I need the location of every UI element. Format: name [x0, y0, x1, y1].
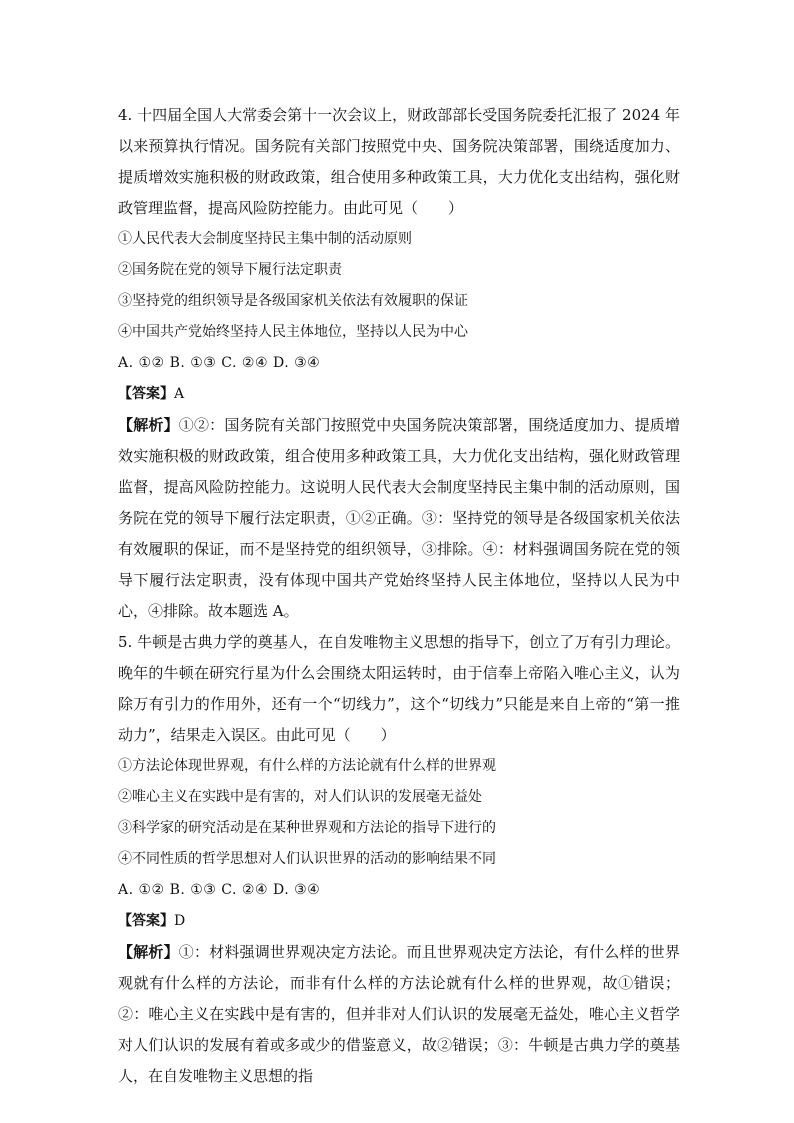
q4-option-3: ③坚持党的组织领导是各级国家机关依法有效履职的保证 — [118, 293, 468, 309]
q4-answer-label: 【答案】 — [118, 386, 174, 402]
q5-answer — [118, 906, 680, 937]
q4-answer — [118, 379, 680, 410]
q4-answer-value: A — [174, 386, 185, 402]
q5-answer-value: D — [174, 913, 186, 929]
q5-analysis — [118, 937, 680, 1092]
q4-option-1: ①人民代表大会制度坚持民主集中制的活动原则 — [118, 231, 412, 247]
q4-stem: 4. 十四届全国人大常委会第十一次会议上，财政部部长受国务院委托汇报了 2024 年以来预算执行情况。国务院有关部门按照党中央、国务院决策部署，围绕适度加力、提质增效实施积极的财政政策，组合使用多种政策工具，大力优化支出结构，强化财政管理监督，提高风险防控能力。由此可见（ ） — [118, 106, 680, 217]
q4-analysis-text: ①②：国务院有关部门按照党中央国务院决策部署，围绕适度加力、提质增效实施积极的财政政策，组合使用多种政策工具，大力优化支出结构，强化财政管理监督，提高风险防控能力。这说明人民代表大会制度坚持民主集中制的活动原则，国务院在党的领导下履行法定职责，①②正确。③：坚持党的领导是各级国家机关依法有效履职的保证，而不是坚持党的组织领导，③排除。④：材料强调国务院在党的领导下履行法定职责，没有体现中国共产党始终坚持人民主体地位，坚持以人民为中心，④排除。故本题选 A。 — [118, 416, 680, 620]
q5-answer-label: 【答案】 — [118, 913, 174, 929]
document-page — [118, 100, 680, 1092]
q5-option-2: ②唯心主义在实践中是有害的，对人们认识的发展毫无益处 — [118, 789, 482, 805]
q5-stem: 5. 牛顿是古典力学的奠基人，在自发唯物主义思想的指导下，创立了万有引力理论。晚年的牛顿在研究行星为什么会围绕太阳运转时，由于信奉上帝陷入唯心主义，认为除万有引力的作用外，还有一个“切线力”，这个“切线力”只能是来自上帝的“第一推动力”，结果走入误区。由此可见（ ） — [118, 633, 680, 744]
q4-choices: A. ①② B. ①③ C. ②④ D. ③④ — [118, 355, 321, 371]
q5-analysis-text: ①：材料强调世界观决定方法论。而且世界观决定方法论，有什么样的世界观就有什么样的方法论，而非有什么样的方法论就有什么样的世界观，故①错误；②：唯心主义在实践中是有害的，但并非对人们认识的发展毫无益处，唯心主义哲学对人们认识的发展有着或多或少的借鉴意义，故②错误；③：牛顿是古典力学的奠基人，在自发唯物主义思想的指 — [118, 943, 680, 1085]
q5-option-4: ④不同性质的哲学思想对人们认识世界的活动的影响结果不同 — [118, 851, 496, 867]
q4-analysis-label: 【解析】 — [118, 416, 179, 434]
q5-choices: A. ①② B. ①③ C. ②④ D. ③④ — [118, 882, 321, 898]
q5-option-3: ③科学家的研究活动是在某种世界观和方法论的指导下进行的 — [118, 820, 496, 836]
q5-analysis-label: 【解析】 — [118, 943, 179, 961]
q5-option-1: ①方法论体现世界观，有什么样的方法论就有什么样的世界观 — [118, 758, 496, 774]
q4-option-4: ④中国共产党始终坚持人民主体地位，坚持以人民为中心 — [118, 324, 468, 340]
q4-option-2: ②国务院在党的领导下履行法定职责 — [118, 262, 342, 278]
q4-analysis — [118, 410, 680, 627]
